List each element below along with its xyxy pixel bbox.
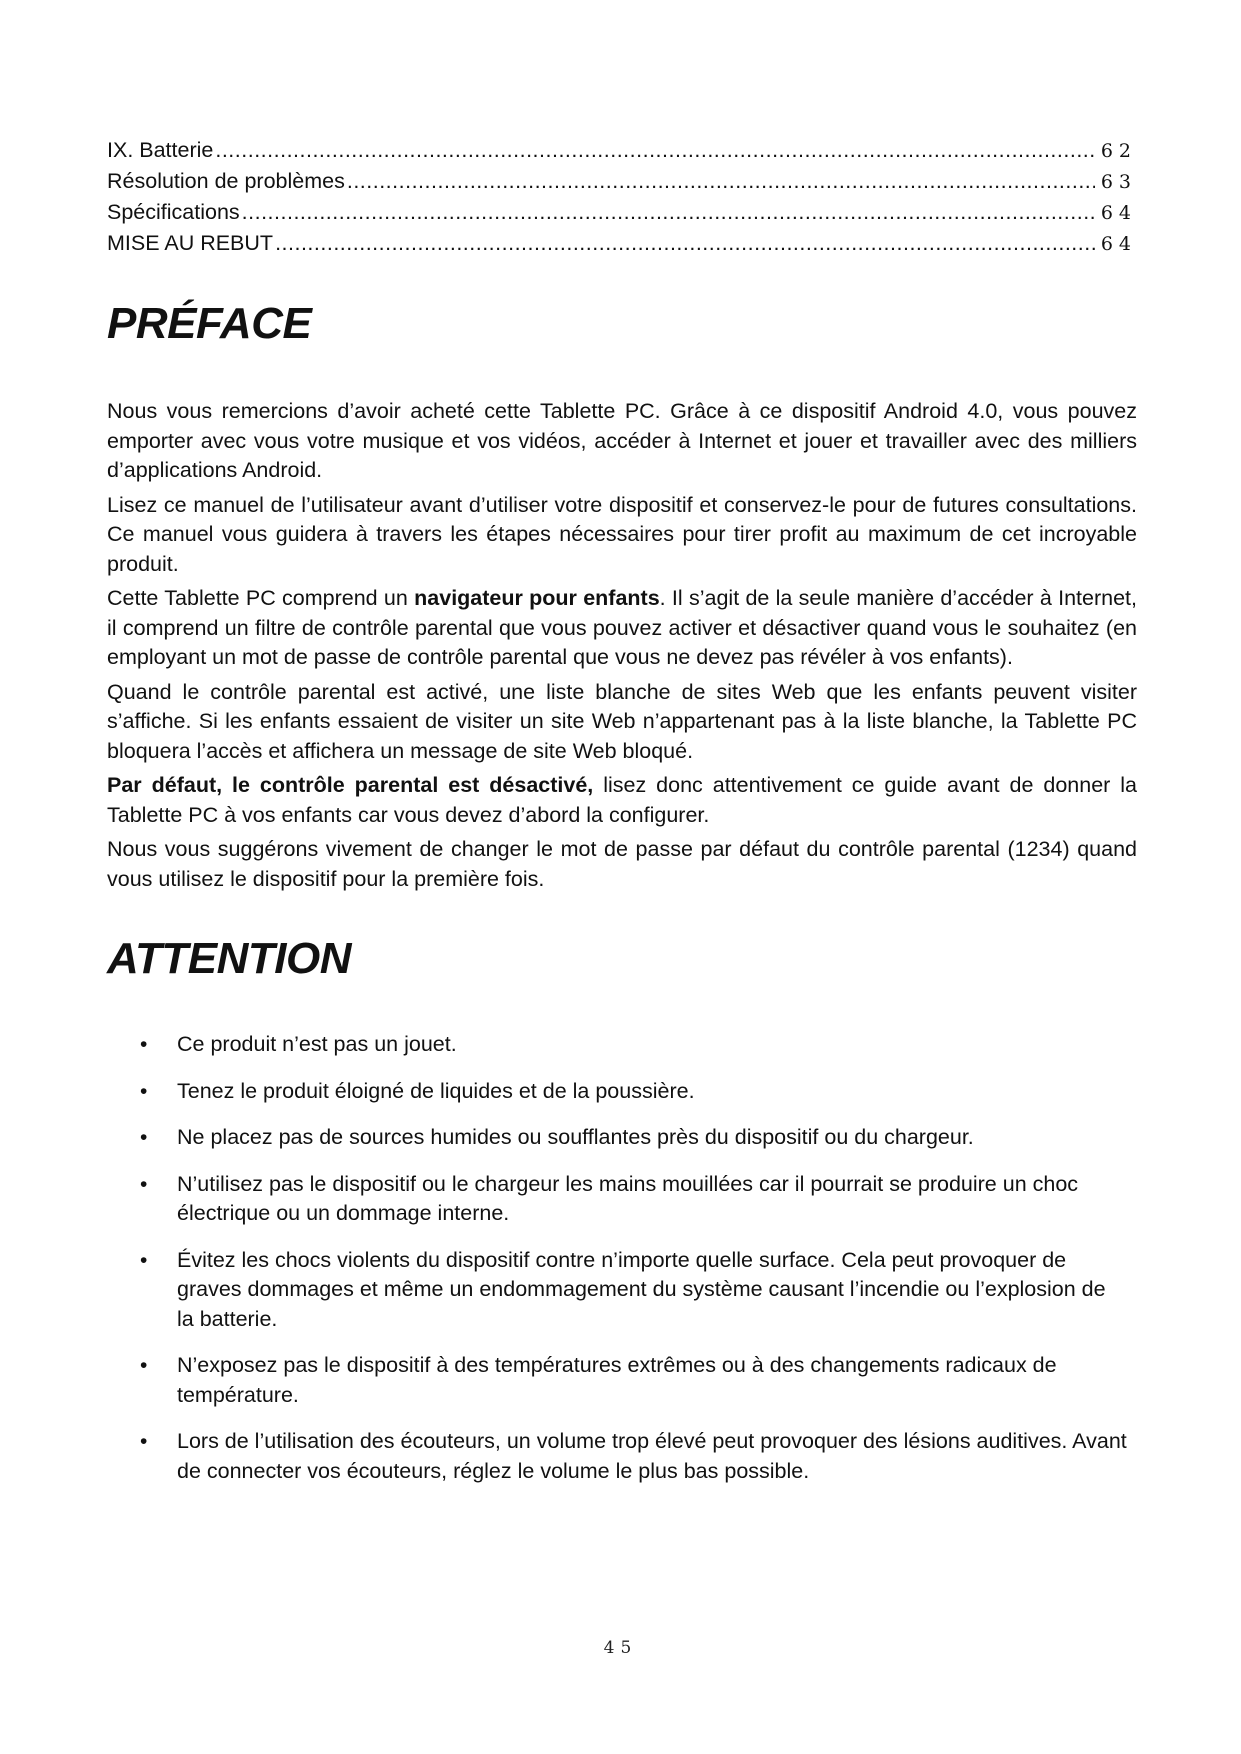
preface-paragraph-3 (107, 584, 1137, 673)
toc-entry-page: 62 (1100, 140, 1137, 162)
toc-leader-dots (215, 135, 1094, 165)
list-item-text: Tenez le produit éloigné de liquides et de la poussière. (177, 1078, 695, 1103)
list-item (107, 1077, 1137, 1107)
list-item (107, 1123, 1137, 1153)
preface-paragraph-1: Nous vous remercions d’avoir acheté cette Tablette PC. Grâce à ce dispositif Android 4.0, vous pouvez emporter avec vous votre musique et vos vidéos, accéder à Internet et jouer et travailler avec des milliers d’applications Android. (107, 399, 1137, 482)
toc-entry (107, 228, 1137, 259)
toc-entry-page: 64 (1100, 202, 1137, 224)
toc-entry (107, 197, 1137, 228)
list-item-text: N’utilisez pas le dispositif ou le chargeur les mains mouillées car il pourrait se produire un choc électrique ou un dommage interne. (177, 1171, 1079, 1225)
bullet-icon: • (140, 1079, 148, 1103)
bullet-icon: • (140, 1172, 148, 1196)
attention-list (107, 1030, 1137, 1486)
toc-leader-dots (275, 228, 1095, 258)
bullet-icon: • (140, 1430, 148, 1453)
table-of-contents (107, 135, 1137, 259)
bullet-icon: • (140, 1248, 148, 1272)
toc-entry-label: IX. Batterie (107, 138, 214, 162)
preface-p3-text-end: . Il s’agit de la seule manière d’accéder à Internet, il comprend un filtre de contrôle parental que vous pouvez activer et désactiver quand vous le souhaitez (en employant un mot de passe de contrôle parental que vous ne devez pas révéler à vos enfants). (107, 586, 1137, 669)
toc-entry-label: MISE AU REBUT (107, 231, 274, 255)
preface-paragraph-5 (107, 771, 1137, 830)
toc-entry (107, 135, 1137, 166)
list-item (107, 1170, 1137, 1229)
list-item (107, 1351, 1137, 1410)
list-item-text: Ne placez pas de sources humides ou soufflantes près du dispositif ou du chargeur. (177, 1125, 974, 1149)
preface-heading: PRÉFACE (107, 299, 312, 348)
list-item (107, 1030, 1137, 1060)
preface-paragraph-4: Quand le contrôle parental est activé, une liste blanche de sites Web que les enfants peuvent visiter s’affiche. Si les enfants essaient de visiter un site Web n’appartenant pas à la liste blanche, la Tablette PC bloquera l’accès et affichera un message de site Web bloqué. (107, 679, 1137, 763)
document-page (107, 135, 1137, 1503)
preface-paragraph-6: Nous vous suggérons vivement de changer le mot de passe par défaut du contrôle parental (1234) quand vous utilisez le dispositif pour la première fois. (107, 837, 1137, 891)
bullet-icon: • (140, 1354, 148, 1377)
list-item (107, 1246, 1137, 1335)
list-item-text: Ce produit n’est pas un jouet. (177, 1032, 457, 1056)
toc-entry (107, 166, 1137, 197)
toc-entry-page: 64 (1100, 233, 1137, 255)
toc-entry-label: Résolution de problèmes (107, 169, 345, 193)
toc-leader-dots (347, 166, 1095, 196)
preface-p5-text-end: lisez donc attentivement ce guide avant de donner la Tablette PC à vos enfants car vous devez d’abord la configurer. (107, 773, 1137, 827)
preface-paragraph-2: Lisez ce manuel de l’utilisateur avant d’utiliser votre dispositif et conservez-le pour de futures consultations. Ce manuel vous guidera à travers les étapes nécessaires pour tirer profit au maximum de cet incroyable produit. (107, 492, 1137, 576)
preface-p3-text-start: Cette Tablette PC comprend un (107, 586, 415, 610)
bullet-icon: • (140, 1126, 148, 1149)
page-number: 45 (603, 1638, 638, 1658)
toc-entry-page: 63 (1100, 171, 1137, 193)
list-item-text: Évitez les chocs violents du dispositif contre n’importe quelle surface. Cela peut provoquer de graves dommages et même un endommagement du système causant l’incendie ou l’explosion de la batterie. (177, 1247, 1106, 1331)
list-item-text: Lors de l’utilisation des écouteurs, un volume trop élevé peut provoquer des lésions auditives. Avant de connecter vos écouteurs, réglez le volume le plus bas possible. (177, 1429, 1127, 1483)
bullet-icon: • (140, 1033, 148, 1056)
list-item-text: N’exposez pas le dispositif à des températures extrêmes ou à des changements radicaux de température. (177, 1353, 1057, 1407)
parental-control-default-emphasis: Par défaut, le contrôle parental est désactivé, (107, 773, 594, 797)
kids-browser-emphasis: navigateur pour enfants (414, 586, 660, 610)
preface-body (107, 397, 1137, 894)
attention-heading: ATTENTION (107, 934, 351, 983)
toc-entry-label: Spécifications (107, 200, 240, 224)
toc-leader-dots (242, 197, 1095, 227)
list-item (107, 1427, 1137, 1486)
